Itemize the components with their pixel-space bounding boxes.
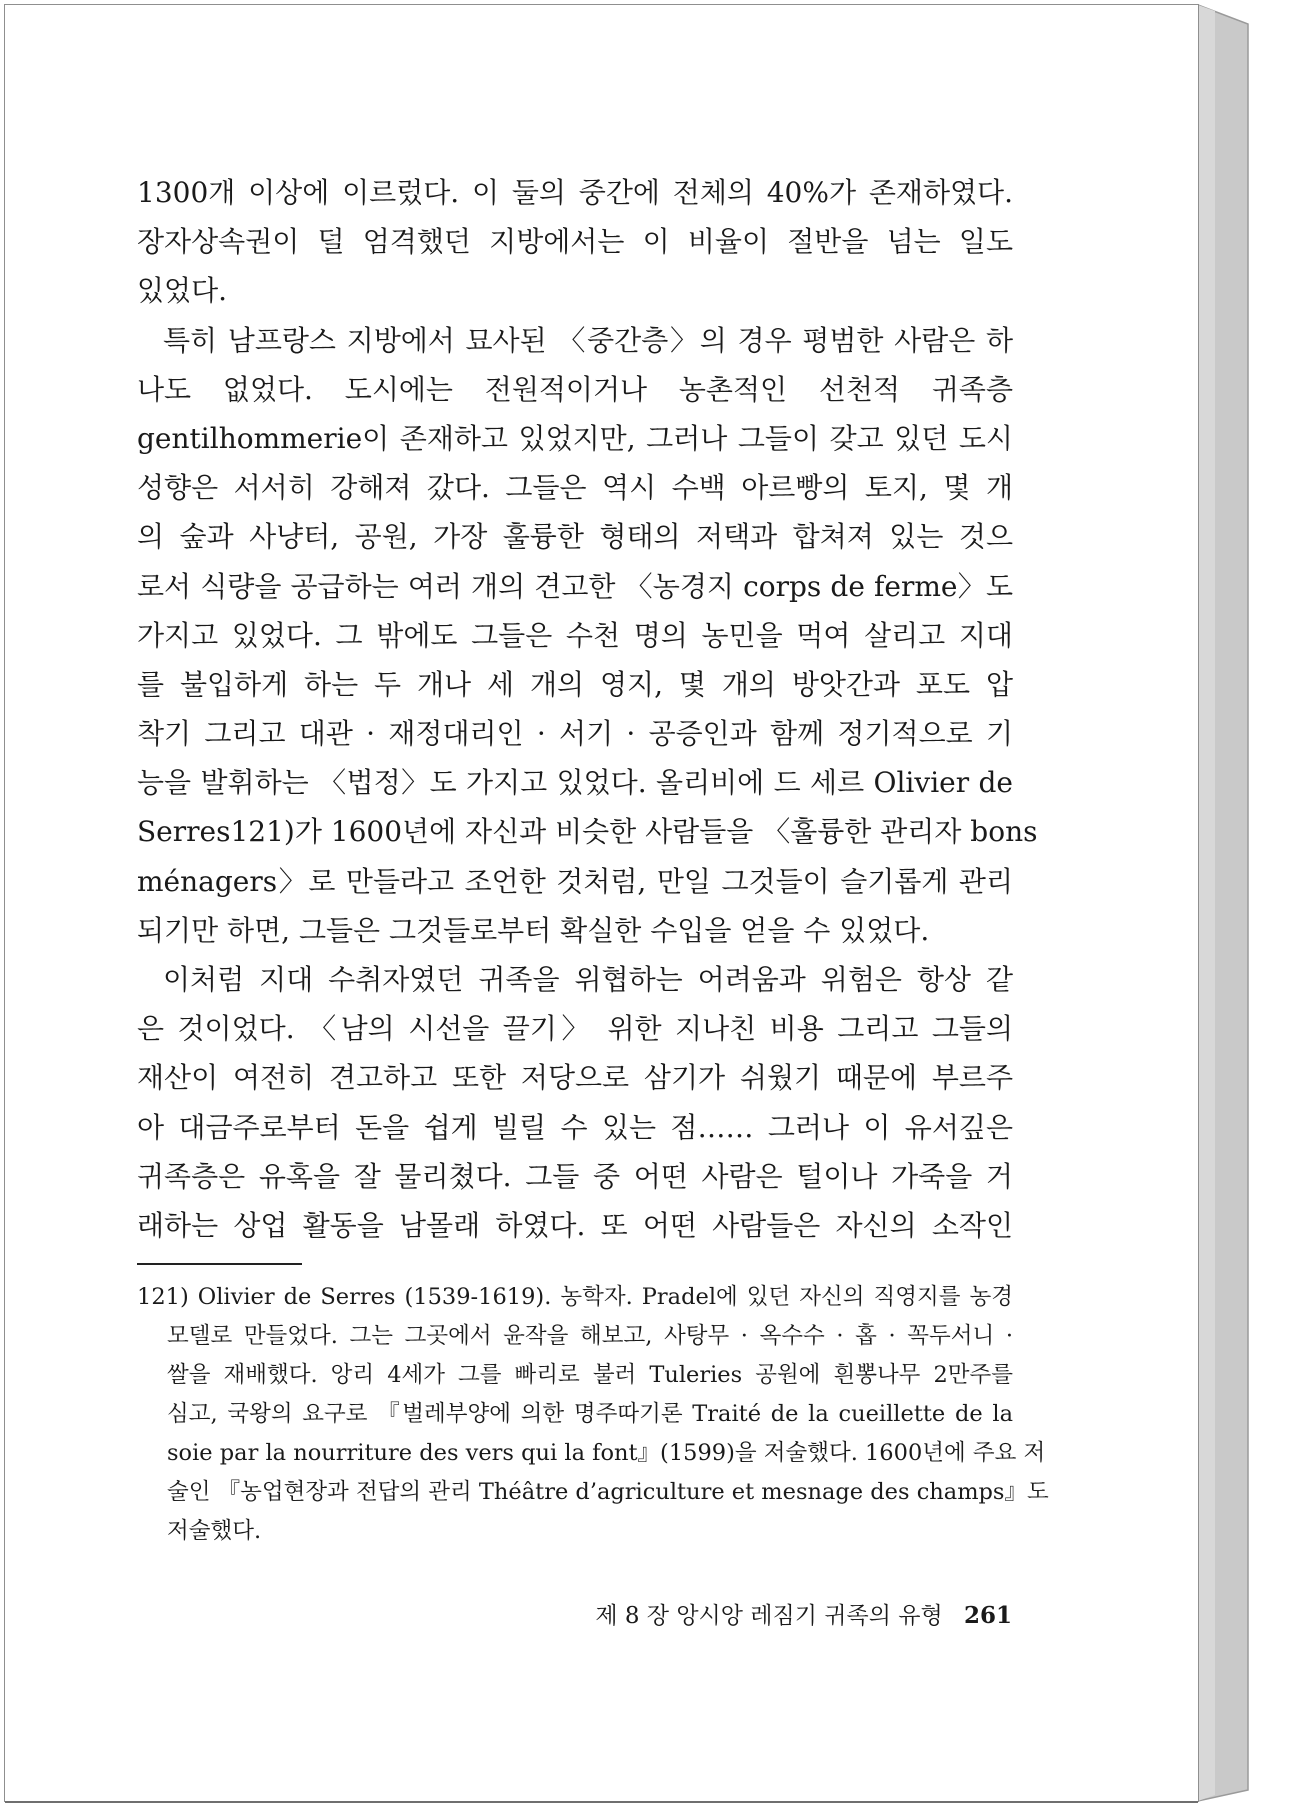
footnote-divider	[137, 1263, 302, 1265]
footnote-line: 모델로 만들었다. 그는 그곳에서 윤작을 해보고, 사탕무 · 옥수수 · 홉 · 꼭두서니 ·	[167, 1323, 1013, 1349]
body-line: 1300개 이상에 이르렀다. 이 둘의 중간에 전체의 40%가 존재하였다.	[137, 176, 1013, 209]
body-line: 래하는 상업 활동을 남몰래 하였다. 또 어떤 사람들은 자신의 소작인	[137, 1208, 1013, 1242]
body-line: 재산이 여전히 견고하고 또한 저당으로 삼기가 쉬웠기 때문에 부르주	[137, 1061, 1013, 1095]
page-number: 261	[963, 1602, 1012, 1629]
body-line: 특히 남프랑스 지방에서 묘사된 〈중간층〉의 경우 평범한 사람은 하	[163, 323, 1013, 357]
body-line: ménagers〉로 만들라고 조언한 것처럼, 만일 그것들이 슬기롭게 관리	[137, 864, 1013, 898]
body-line: 로서 식량을 공급하는 여러 개의 견고한 〈농경지 corps de ferme〉도	[137, 569, 1013, 603]
footnote-line: 심고, 국왕의 요구로 『벌레부양에 의한 명주따기론 Traité de la cueillette de la	[167, 1401, 1013, 1427]
body-line: 성향은 서서히 강해져 갔다. 그들은 역시 수백 아르빵의 토지, 몇 개	[137, 471, 1013, 505]
body-text	[137, 168, 1038, 1250]
chapter-title: 제 8 장 앙시앙 레짐기 귀족의 유형	[595, 1603, 943, 1629]
footnote-line: 술인 『농업현장과 전답의 관리 Théâtre d’agriculture et mesnage des champs』도	[167, 1479, 1049, 1505]
body-line: 이처럼 지대 수취자였던 귀족을 위협하는 어려움과 위험은 항상 같	[163, 963, 1013, 996]
body-line: 장자상속권이 덜 엄격했던 지방에서는 이 비율이 절반을 넘는 일도	[137, 225, 1013, 259]
footnote-line: 121) Olivier de Serres (1539-1619). 농학자. Pradel에 있던 자신의 직영지를 농경	[137, 1284, 1013, 1310]
body-line: 은 것이었다. 〈남의 시선을 끌기〉 위한 지나친 비용 그리고 그들의	[137, 1012, 1013, 1046]
body-line: 착기 그리고 대관 · 재정대리인 · 서기 · 공증인과 함께 정기적으로 기	[137, 717, 1013, 751]
footnote-line: 저술했다.	[167, 1518, 262, 1544]
body-line: 나도 없었다. 도시에는 전원적이거나 농촌적인 선천적 귀족층	[137, 372, 1013, 406]
body-line: 되기만 하면, 그들은 그것들로부터 확실한 수입을 얻을 수 있었다.	[137, 913, 930, 947]
body-line: 능을 발휘하는 〈법정〉도 가지고 있었다. 올리비에 드 세르 Olivier de	[137, 766, 1013, 800]
body-line: 를 불입하게 하는 두 개나 세 개의 영지, 몇 개의 방앗간과 포도 압	[137, 667, 1013, 701]
footnote-line: 쌀을 재배했다. 앙리 4세가 그를 빠리로 불러 Tuleries 공원에 흰뽕나무 2만주를	[167, 1362, 1013, 1388]
body-line: 있었다.	[137, 274, 228, 308]
footnote-line: soie par la nourriture des vers qui la font』(1599)을 저술했다. 1600년에 주요 저	[167, 1440, 1046, 1466]
running-footer	[540, 1597, 1012, 1630]
body-line: 의 숲과 사냥터, 공원, 가장 훌륭한 형태의 저택과 합쳐져 있는 것으	[137, 520, 1013, 554]
body-line: 가지고 있었다. 그 밖에도 그들은 수천 명의 농민을 먹여 살리고 지대	[137, 618, 1013, 652]
body-line: Serres121)가 1600년에 자신과 비슷한 사람들을 〈훌륭한 관리자 bons	[137, 815, 1038, 849]
body-line: gentilhommerie이 존재하고 있었지만, 그러나 그들이 갖고 있던 도시	[137, 421, 1013, 455]
footnote-block	[137, 1278, 1049, 1551]
body-line: 아 대금주로부터 돈을 쉽게 빌릴 수 있는 점…… 그러나 이 유서깊은	[137, 1110, 1013, 1144]
body-line: 귀족층은 유혹을 잘 물리쳤다. 그들 중 어떤 사람은 털이나 가죽을 거	[137, 1159, 1013, 1193]
